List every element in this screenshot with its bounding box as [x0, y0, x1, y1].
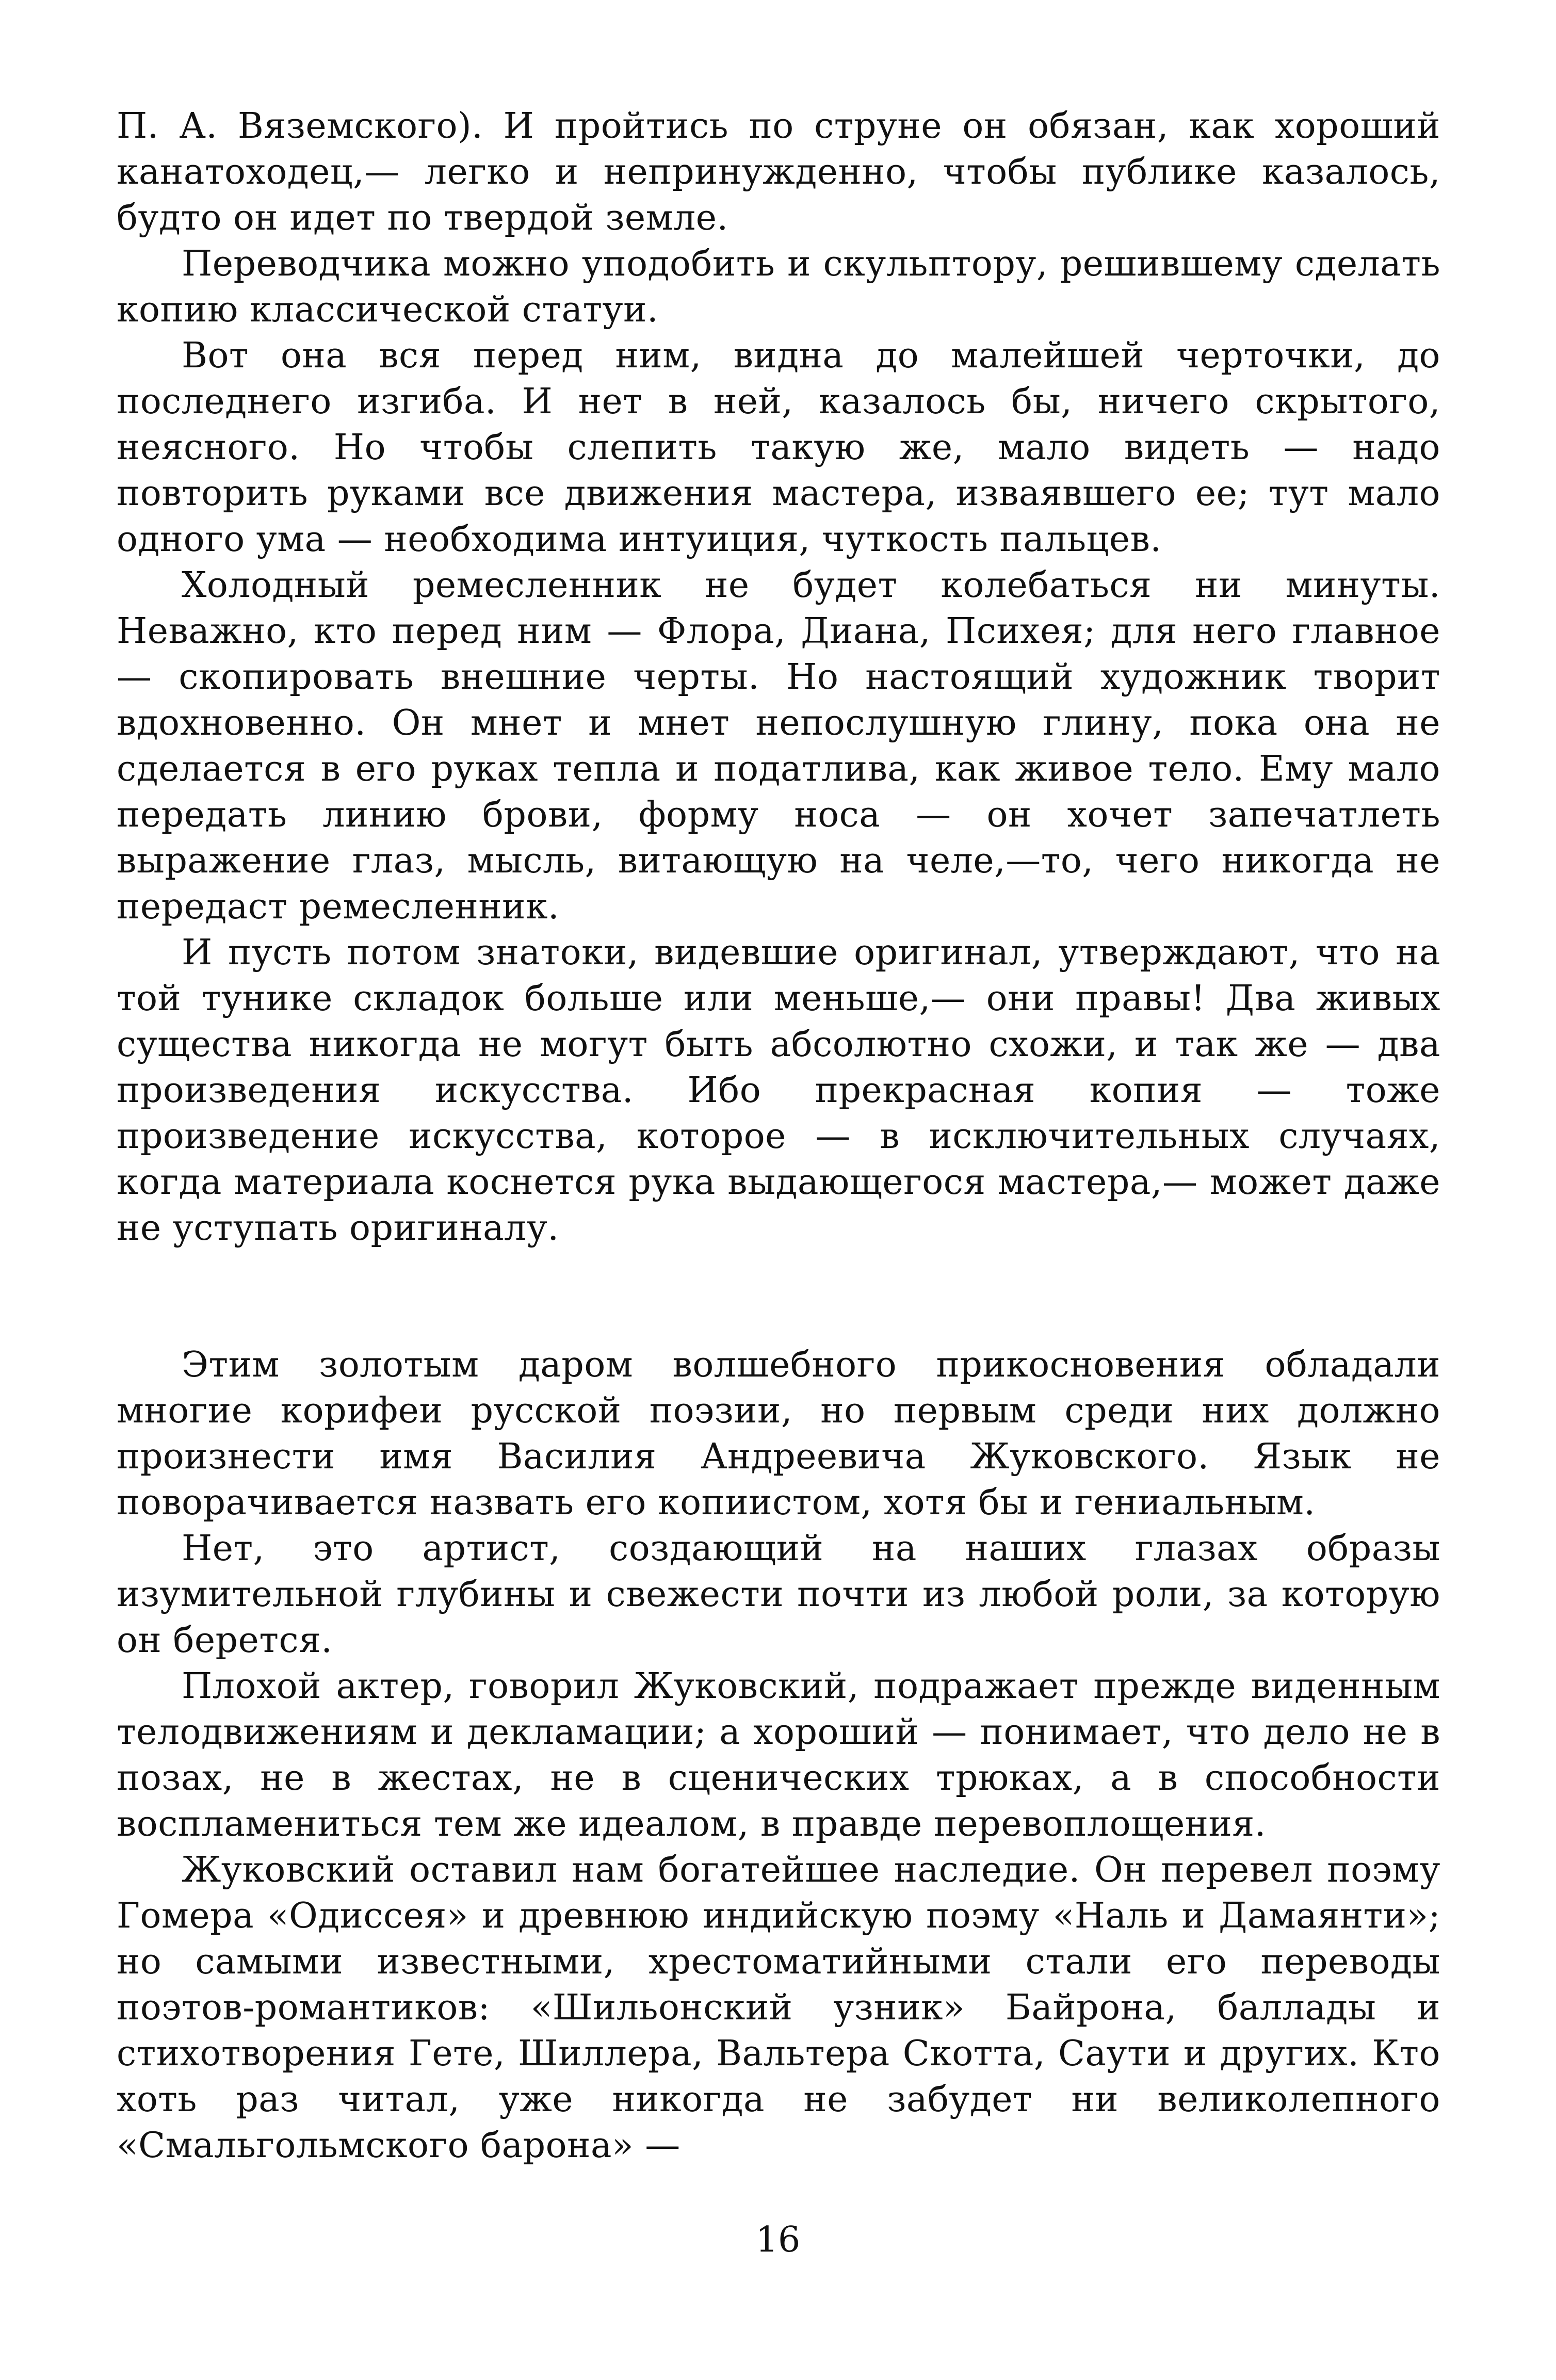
page-body — [117, 103, 1440, 2168]
paragraph-translator-sculptor: Переводчика можно уподобить и скульптору, решившему сделать копию классической статуи. — [117, 244, 1440, 330]
paragraph-legacy: Жуковский оставил нам богатейшее наследие. Он перевел поэму Гомера «Одиссея» и древнюю индийскую поэму «Наль и Дамаянти»; но самыми известными, хрестоматийными стали его переводы поэтов-романтиков: «Шильонский узник» Байрона, баллады и стихотворения Гете, Шиллера, Вальтера Скотта, Саути и других. Кто хоть раз читал, уже никогда не забудет ни великолепного «Смальгольмского барона» — — [117, 1850, 1440, 2166]
paragraph-golden-gift: Этим золотым даром волшебного прикосновения обладали многие корифеи русской поэзии, но первым среди них должно произнести имя Василия Андреевича Жуковского. Язык не поворачивается назвать его копиистом, хотя бы и гениальным. — [117, 1345, 1440, 1523]
paragraph-statue: Вот она вся перед ним, видна до малейшей черточки, до последнего изгиба. И нет в ней, казалось бы, ничего скрытого, неясного. Но чтобы слепить такую же, мало видеть — надо повторить руками все движения мастера, изваявшего ее; тут мало одного ума — необходима интуиция, чуткость пальцев. — [117, 335, 1440, 560]
page-number: 16 — [755, 2220, 801, 2260]
paragraph-artist: Нет, это артист, создающий на наших глазах образы изумительной глубины и свежести почти из любой роли, за которую он берется. — [117, 1528, 1440, 1661]
paragraph-continuation: П. А. Вяземского). И пройтись по струне он обязан, как хороший канатоходец,— легко и непринужденно, чтобы публике казалось, будто он идет по твердой земле. — [117, 106, 1440, 238]
paragraph-bad-actor: Плохой актер, говорил Жуковский, подражает прежде виденным телодвижениям и декламации; а хороший — понимает, что дело не в позах, не в жестах, не в сценических трюках, а в способности воспламениться тем же идеалом, в правде перевоплощения. — [117, 1666, 1440, 1844]
paragraph-craftsman: Холодный ремесленник не будет колебаться ни минуты. Неважно, кто перед ним — Флора, Диана, Психея; для него главное — скопировать внешние черты. Но настоящий художник творит вдохновенно. Он мнет и мнет непослушную глину, пока она не сделается в его руках тепла и податлива, как живое тело. Ему мало передать линию брови, форму носа — он хочет запечатлеть выражение глаз, мысль, витающую на челе,—то, чего никогда не передаст ремесленник. — [117, 565, 1440, 927]
section-break — [117, 1251, 1440, 1342]
paragraph-experts: И пусть потом знатоки, видевшие оригинал, утверждают, что на той тунике складок больше или меньше,— они правы! Два живых существа никогда не могут быть абсолютно схожи, и так же — два произведения искусства. Ибо прекрасная копия — тоже произведение искусства, которое — в исключительных случаях, когда материала коснется рука выдающегося мастера,— может даже не уступать оригиналу. — [117, 932, 1440, 1249]
